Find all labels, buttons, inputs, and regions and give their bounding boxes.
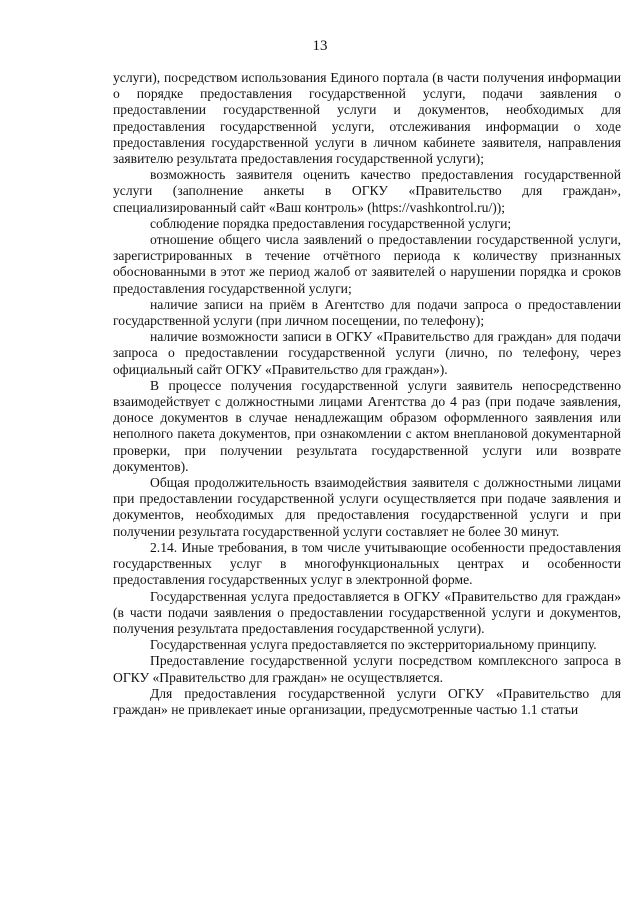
paragraph-mfc-appointment: наличие возможности записи в ОГКУ «Правительство для граждан» для подачи запроса о предоставлении государственной услуги (лично, по телефону, через официальный сайт ОГКУ «Правительство для граждан»). xyxy=(113,329,621,377)
page-number: 13 xyxy=(312,38,328,54)
paragraph-section-2-14: 2.14. Иные требования, в том числе учитывающие особенности предоставления государственных услуг в многофункциональных центрах и особенности предоставления государственных услуг в электронной форме. xyxy=(113,539,621,588)
paragraph-interaction-duration: Общая продолжительность взаимодействия заявителя с должностными лицами при предоставлении государственной услуги осуществляется при подаче заявления и документов, необходимых для предоставления государственной услуги и при получении результата государственной услуги составляет не более 30 минут. xyxy=(113,475,621,539)
paragraph-mfc-provision: Государственная услуга предоставляется в ОГКУ «Правительство для граждан» (в части подачи заявления о предоставлении государственной услуги и документов, получения результата предоставления государственной услуги). xyxy=(113,588,621,636)
paragraph-interactions-count: В процессе получения государственной услуги заявитель непосредственно взаимодействует с должностными лицами Агентства до 4 раз (при подаче заявления, доносе документов в случае ненадлежащим образом оформленного заявления или неполного пакета документов, при ознакомлении с актом внеплановой документарной проверки, при получении результата государственной услуги или возврате документов). xyxy=(113,377,621,474)
paragraph-continuation: услуги), посредством использования Единого портала (в части получения информации о порядке предоставления государственной услуги, подачи заявления о предоставлении государственной услуги и документов, необходимых для предоставления государственной услуги, отслеживания информации о ходе предоставления государственной услуги в личном кабинете заявителя, направления заявителю результата предоставления государственной услуги); xyxy=(113,70,621,167)
paragraph-procedure-compliance: соблюдение порядка предоставления государственной услуги; xyxy=(150,215,512,231)
paragraph-complaints-ratio: отношение общего числа заявлений о предоставлении государственной услуги, зарегистрированных в течение отчётного периода к количеству признанных обоснованными в этот же период жалоб от заявителей о нарушении порядка и сроков предоставления государственной услуги; xyxy=(113,232,621,296)
document-body xyxy=(113,70,621,718)
paragraph-other-organizations: Для предоставления государственной услуги ОГКУ «Правительство для граждан» не привлекает иные организации, предусмотренные частью 1.1 статьи xyxy=(113,685,621,717)
paragraph-extraterritorial: Государственная услуга предоставляется по экстерриториальному принципу. xyxy=(150,637,597,653)
paragraph-agency-appointment: наличие записи на приём в Агентство для подачи запроса о предоставлении государственной услуги (при личном посещении, по телефону); xyxy=(113,296,621,329)
paragraph-complex-request: Предоставление государственной услуги посредством комплексного запроса в ОГКУ «Правительство для граждан» не осуществляется. xyxy=(113,653,621,685)
paragraph-quality-rating: возможность заявителя оценить качество предоставления государственной услуги (заполнение анкеты в ОГКУ «Правительство для граждан», специализированный сайт «Ваш контроль» (https://vashkontrol.ru/)); xyxy=(113,167,621,215)
